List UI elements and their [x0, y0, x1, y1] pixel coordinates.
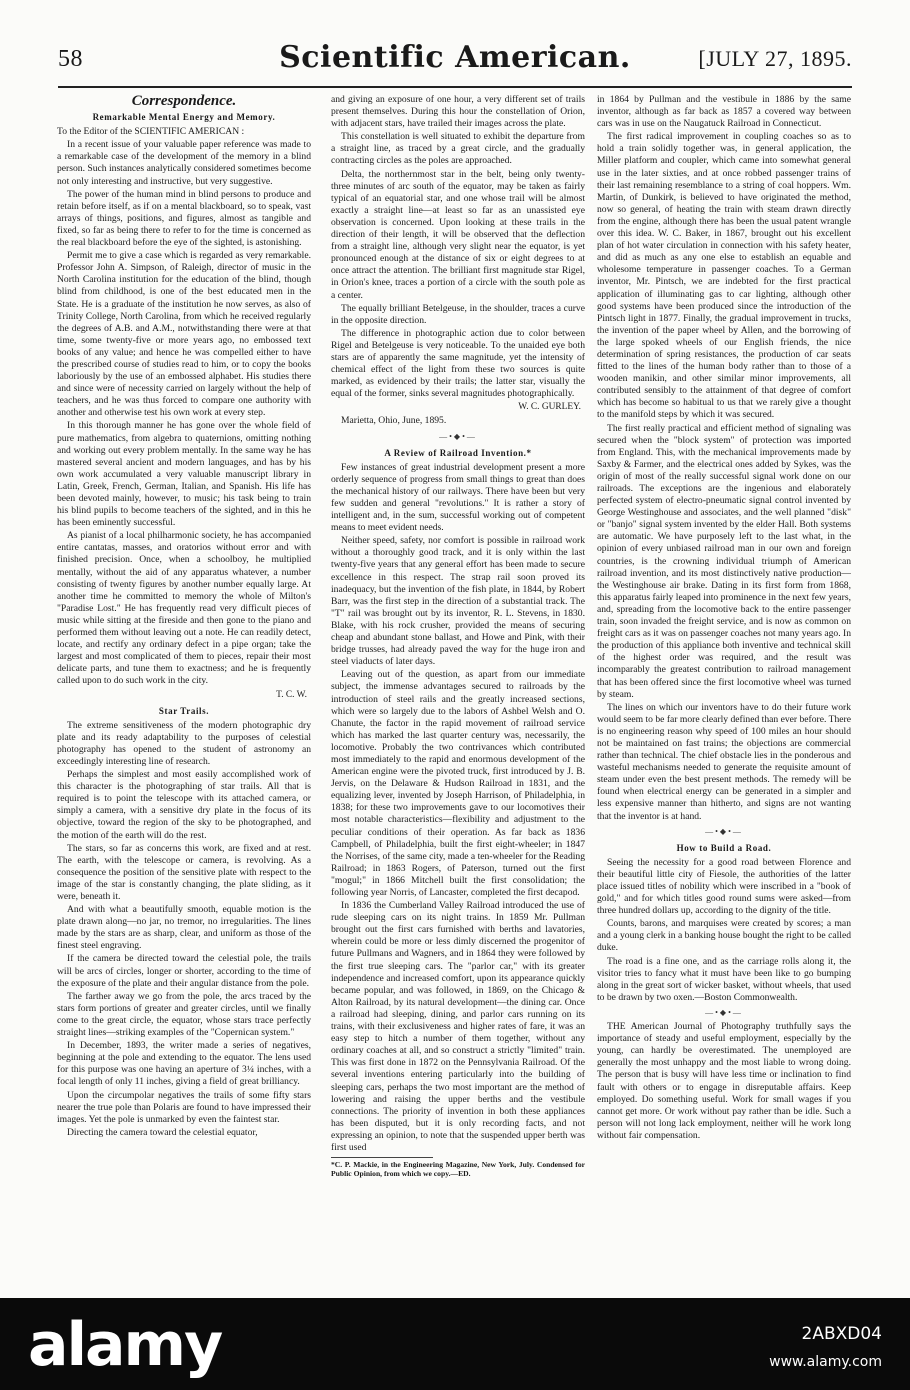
- ornament-divider: —•◆•—: [705, 1007, 743, 1017]
- image-id: 2ABXD04: [801, 1324, 882, 1344]
- paragraph: In December, 1893, the writer made a series of negatives, beginning at the pole and extending to the equator. The lens used for this purpose was one having an aperture of 3¼ inches, with a focal length of only 11 inches, giving a field of great brilliancy.: [57, 1040, 311, 1088]
- paragraph: The extreme sensitiveness of the modern photographic dry plate and its ready adaptability to the purposes of celestial photography has opened to the student of astronomy an exceedingly interesting line of research.: [57, 719, 311, 767]
- salutation: To the Editor of the SCIENTIFIC AMERICAN :: [57, 126, 245, 138]
- paragraph: The road is a fine one, and as the carriage rolls along it, the visitor tries to fancy what it must have been like to go bumping along in the great sort of wicker basket, without wheels, that used to be drawn by two oxen.—Boston Commonwealth.: [597, 955, 851, 1003]
- footnote: *C. P. Mackie, in the Engineering Magazine, New York, July. Condensed for Public Opinion, from which we copy.—ED.: [331, 1160, 585, 1179]
- masthead-title: Scientific American.: [279, 40, 631, 75]
- watermark-footer: [0, 1298, 910, 1390]
- paragraph: As pianist of a local philharmonic society, he has accompanied entire cantatas, masses, and oratorios without error and with finished precision. Once, when a schoolboy, he multiplied mentally, without the aid of any apparatus whatever, a number consisting of twenty figures by another number equally large. At another time he committed to memory the whole of Milton's "Paradise Lost." He has frequently read very difficult pieces of music while sitting at the fireside and then gone to the piano and performed them without leaving out a note. He can readily detect, locate, and rectify any ordinary defect in a pipe organ; take the largest and most complicated of them to pieces, repair their most delicate parts, and tune them to exactness; and he is frequently called upon to do such work in the city.: [57, 530, 311, 687]
- paragraph: Counts, barons, and marquises were created by scores; a man and a young clerk in a banking house bought the right to be called duke.: [597, 918, 851, 954]
- ornament-divider: —•◆•—: [439, 431, 477, 441]
- paragraph: The power of the human mind in blind persons to produce and retain before itself, as if on a mental blackboard, so to speak, vast arrays of things, positions, and figures, almost as tangible and fixed, so far as being there to refer to for the time is concerned as the real blackboard before the eye of the sighted, is astonishing.: [57, 188, 311, 249]
- paragraph: Leaving out of the question, as apart from our immediate subject, the immense advantages secured to railroads by the introduction of steel rails and the greatly increased sections, which were so largely due to the labors of Ashbel Welsh and O. Chanute, the factor in the rapid movement of railroad service which has marked the last quarter century was, necessarily, the locomotive. Probably the two contrivances which contributed most immediately to the rapid and enormous development of the American engine were the pivoted truck, first introduced by J. B. Jervis, on the Delaware & Hudson Railroad in 1831, and the equalizing lever, invented by Joseph Harrison, of Philadelphia, in 1838; for these two improvements gave to our locomotives their most notable characteristics—flexibility and adjustment to the peculiar conditions of their operation. As far back as 1836 Campbell, of Philadelphia, built the first eight-wheeler; in 1847 the Norrises, of the same city, made a ten-wheeler for the Reading Railroad; in 1863 Rogers, of Paterson, turned out the first "mogul;" in 1866 Mitchell built the first consolidation; the following year Norris, of Lancaster, completed the first decapod.: [331, 669, 585, 898]
- paragraph: In 1836 the Cumberland Valley Railroad introduced the use of rude sleeping cars on its night trains. In 1859 Mr. Pullman brought out the first cars furnished with berths and lavatories, wherein could be more or less dimly discerned the progenitor of future Pullmans and Wagners, and in 1864 they were followed by the first true sleeping cars. The "parlor car," with its greater independence and increased comfort, upon its appearance quickly became popular, and was followed, in 1869, on the Chicago & Alton Railroad, by its natural development—the dining car. Once a railroad had sleeping, dining, and parlor cars running on its trains, with their exclusiveness and higher rates of fare, it was an easy step to hitch a number of them together, without any ordinary coaches at all, and so construct a strictly "limited" train. This was first done in 1872 on the Pennsylvania Railroad. Of the several inventions entering particularly into the building of sleeping cars, perhaps the two most important are the method of lowering and raising the upper berths and the vestibule connections. The priority of invention in both these appliances has been disputed, but it is only recording facts, and not expressing an opinion, to note that the suspended upper berth was first used: [331, 900, 585, 1153]
- paragraph: The equally brilliant Betelgeuse, in the shoulder, traces a curve in the opposite direction.: [331, 302, 585, 326]
- paragraph: Directing the camera toward the celestial equator,: [67, 1126, 258, 1138]
- ornament-divider: —•◆•—: [705, 826, 743, 836]
- paragraph: The first really practical and efficient method of signaling was secured when the "block system" of protection was imported from England. This, with the mechanical improvements made by Saxby & Farmer, and the electrical ones added by Sykes, was the origin of most of the really successful signal work done on our railroads. The exceptions are the ingenious and elaborately perfected system of electro-pneumatic signal control invented by George Westinghouse and associates, and the well planned "disk" or "banjo" signal system invented by the elder Hall. Both systems are automatic. We have purposely left to the last what, in the opinion of every unbiased railroad man in our own and foreign countries, is the crowning individual triumph of American railroad invention, and its most distinctively native production—the Westinghouse air brake. Dating in its first form from 1868, this apparatus fairly leaped into prominence in the next few years, and, spreading from the locomotive back to the entire passenger train, soon invaded the freight service, and is now as common on freight cars as it was on passenger coaches not many years ago. In the production of this appliance both inventive and technical skill of the highest order was required, and the result was incomparably the greatest contribution to railroad management that has been offered since the first locomotive wheel was turned by steam.: [597, 422, 851, 700]
- signature-memory: T. C. W.: [276, 689, 307, 700]
- footer-url: www.alamy.com: [769, 1354, 882, 1370]
- paragraph: Few instances of great industrial development present a more orderly sequence of progress from small things to great than does the mechanical history of our railways. There have been but very few sudden and general "revolutions." It is rather a story of intelligent and, in the sum, successful working out of competent means to meet evident needs.: [331, 461, 585, 534]
- article-heading-star-trails: Star Trails.: [158, 705, 210, 716]
- paragraph: Upon the circumpolar negatives the trails of some fifty stars nearer the true pole than Polaris are found to have impressed their images. Yet the pole is unmarked by even the faintest star.: [57, 1089, 311, 1125]
- column-3: [597, 94, 851, 1244]
- alamy-logo: alamy: [28, 1310, 222, 1380]
- paragraph: Delta, the northernmost star in the belt, being only twenty-three minutes of arc south of the equator, may be taken as fairly typical of an equatorial star, and one whose trail will be almost exactly a straight line—at least so far as an unassisted eye observation is concerned. Upon looking at these trails in the direction of their length, it will be observed that the deflection from a straight line, although very slight near the equator, is yet pronounced enough at the distance of six or eight degrees to at once attract the attention. The brilliant first magnitude star Rigel, in Orion's knee, traces a portion of a circle with the south pole as a center.: [331, 168, 585, 301]
- column-1: [57, 94, 311, 1244]
- paragraph: Perhaps the simplest and most easily accomplished work of this character is the photographing of star trails. All that is required is to point the telescope with its attached camera, or simply a camera, with a sensitive dry plate in the focus of its objective, toward the region of the sky to be photographed, and the motion of the earth will do the rest.: [57, 769, 311, 841]
- paragraph: The farther away we go from the pole, the arcs traced by the stars form portions of greater and greater circles, until we finally come to the great circle, the equator, whose stars trace perfectly straight lines—striking examples of the "Copernican system.": [57, 990, 311, 1039]
- header-rule: [58, 86, 852, 88]
- paragraph: and giving an exposure of one hour, a very different set of trails present themselves. During this hour the constellation of Orion, with adjacent stars, have trailed their images across the plate.: [331, 94, 585, 130]
- paragraph: The stars, so far as concerns this work, are fixed and at rest. The earth, with the telescope or camera, is revolving. As a consequence the position of the sensitive plate with respect to the image of the star is constantly changing, the plate sliding, as it were, beneath it.: [57, 842, 311, 902]
- paragraph: In a recent issue of your valuable paper reference was made to a remarkable case of the development of the memory in a blind person. Such instances analytically considered sometimes become not only interesting and instructive, but very suggestive.: [57, 139, 311, 187]
- paragraph: Neither speed, safety, nor comfort is possible in railroad work without a thoroughly good track, and it is only within the last twenty-five years that any general effort has been made to secure excellence in this respect. The strap rail soon proved its inadequacy, but the invention of the fish plate, in 1844, by Robert Barr, was the first step in the direction of a substantial track. The "T" rail was brought out by its inventor, R. L. Stevens, in 1830. Blake, with his rock crusher, provided the means of securing cheap and abundant stone ballast, and Howe and Pink, with their bridge trusses, had already paved the way for the huge iron and steel viaducts of later days.: [331, 535, 585, 668]
- column-2: [331, 94, 585, 1244]
- paragraph: The first radical improvement in coupling coaches so as to hold a train solidly together was, in general application, the Miller platform and coupler, which came into somewhat general use in the later sixties, and at once robbed passenger trains of their last remaining resemblance to a string of coal hoppers. Wm. Martin, of Dunkirk, is believed to have originated the method, now so general, of heating the train with steam drawn directly from the engine, although there has been the usual patent wrangle over this idea. W. C. Baker, in 1867, brought out his excellent plan of hot water circulation in connection with his safety heater, and did as much as any one else to establish an equable and wholesome temperature in passenger coaches. To a German inventor, Mr. Pintsch, we are indebted for the first practical application of illuminating gas to car lighting, although other good systems have been produced since the introduction of the Pintsch light in 1877. Finally, the gradual improvement in trucks, the invention of the paper wheel by Allen, and the borrowing of the large spoked wheels of our English friends, the nice determination of spring resistances, the production of car seats fitted to the lines of the human body rather than to those of a wooden manikin, and other similar minor improvements, all contributed sensibly to the attainment of that degree of comfort which has become so habitual to us that we rarely give a thought to the manifold steps by which it was secured.: [597, 131, 851, 421]
- section-title: Correspondence.: [131, 94, 237, 109]
- paragraph: If the camera be directed toward the celestial pole, the trails will be arcs of circles, longer or shorter, according to the time of the exposure of the plate and their angular distance from the pole.: [57, 953, 311, 989]
- paragraph: The difference in photographic action due to color between Rigel and Betelgeuse is very noticeable. To the unaided eye both stars are of apparently the same magnitude, yet the intensity of chemical effect of the light from these two sources is quite marked, as evidenced by their trails; the latter star, visually the equal of the former, sinks several magnitudes photographically.: [331, 327, 585, 400]
- paragraph: Seeing the necessity for a good road between Florence and their beautiful little city of Fiesole, the authorities of the latter place issued titles of nobility which were inscribed in a "book of gold," and for which titles good round sums were asked—from three hundred dollars up, according to the dignity of the title.: [597, 856, 851, 917]
- article-heading-railroad: A Review of Railroad Invention.*: [384, 447, 532, 458]
- paragraph: in 1864 by Pullman and the vestibule in 1886 by the same inventor, although as far back as 1857 a covered way between cars was in use on the Naugatuck Railroad in Connecticut.: [597, 94, 851, 130]
- paragraph: Permit me to give a case which is regarded as very remarkable. Professor John A. Simpson, of Raleigh, director of music in the North Carolina institution for the education of the blind, though blind from childhood, is one of the best educated men in the State. He is a graduate of the institution he now serves, as also of Trinity College, North Carolina, from which he received regularly the degrees of A.B. and A.M., notwithstanding there were at that time, some twenty-five or more years ago, no embossed text books of any value; and hence he was compelled either to have the prescribed course of studies read to him, or to copy the books laboriously by the use of an embossed alphabet. His studies there and since were of necessity carried on largely without the help of teachers, and he was thus forced to compare one authority with another and otherwise test his own work at every step.: [57, 250, 311, 419]
- article-heading-road: How to Build a Road.: [676, 842, 772, 853]
- page-number: 58: [58, 46, 83, 72]
- article-heading-memory: Remarkable Mental Energy and Memory.: [92, 112, 276, 123]
- paragraph: This constellation is well situated to exhibit the departure from a straight line, as traced by a great circle, and the gradually contracting circles as the poles are approached.: [331, 131, 585, 167]
- place-date: Marietta, Ohio, June, 1895.: [341, 415, 447, 427]
- issue-date: [JULY 27, 1895.: [698, 46, 852, 71]
- paragraph: THE American Journal of Photography truthfully says the importance of steady and useful employment, especially by the young, can hardly be overestimated. The unemployed are generally the most unhappy and the most liable to wrong doing. The person that is busy will have less time or inclination to find fault with others or to engage in disreputable affairs. Keep employed. Do something useful. Work for small wages if you cannot get more. Or work without pay rather than be idle. Such a person will not long lack employment, neither will he work long without fair compensation.: [597, 1021, 851, 1141]
- paragraph: The lines on which our inventors have to do their future work would seem to be far more clearly defined than ever before. There is no engineering reason why speed of 100 miles an hour should not be maintained on fast trains; the objections are commercial rather than technical. The chief obstacle lies in the ponderous and wasteful mechanisms needed to generate the requisite amount of steam under even the best present methods. The remedy will be found when electrical energy can be generated in a simpler and less expensive manner than hitherto, and signs are not wanting that the inventor is at hand.: [597, 701, 851, 822]
- paragraph: In this thorough manner he has gone over the whole field of pure mathematics, from algebra to quaternions, omitting nothing and working out every problem mentally. In the same way he has mastered several ancient and modern languages, and has by his own work accumulated a very valuable manuscript library in Latin, Greek, French, German, Italian, and Spanish. His life has been devoted mainly, however, to music; his task being to train his blind pupils to become teachers of the sighted, and in this he has been eminently successful.: [57, 420, 311, 529]
- footnote-rule: [331, 1157, 433, 1158]
- paragraph: And with what a beautifully smooth, equable motion is the plate drawn along—no jar, no tremor, no irregularities. The lines made by the stars are as sharp, clear, and uniform as those of the finest steel engraving.: [57, 904, 311, 952]
- signature-star-trails: W. C. GURLEY.: [518, 402, 581, 413]
